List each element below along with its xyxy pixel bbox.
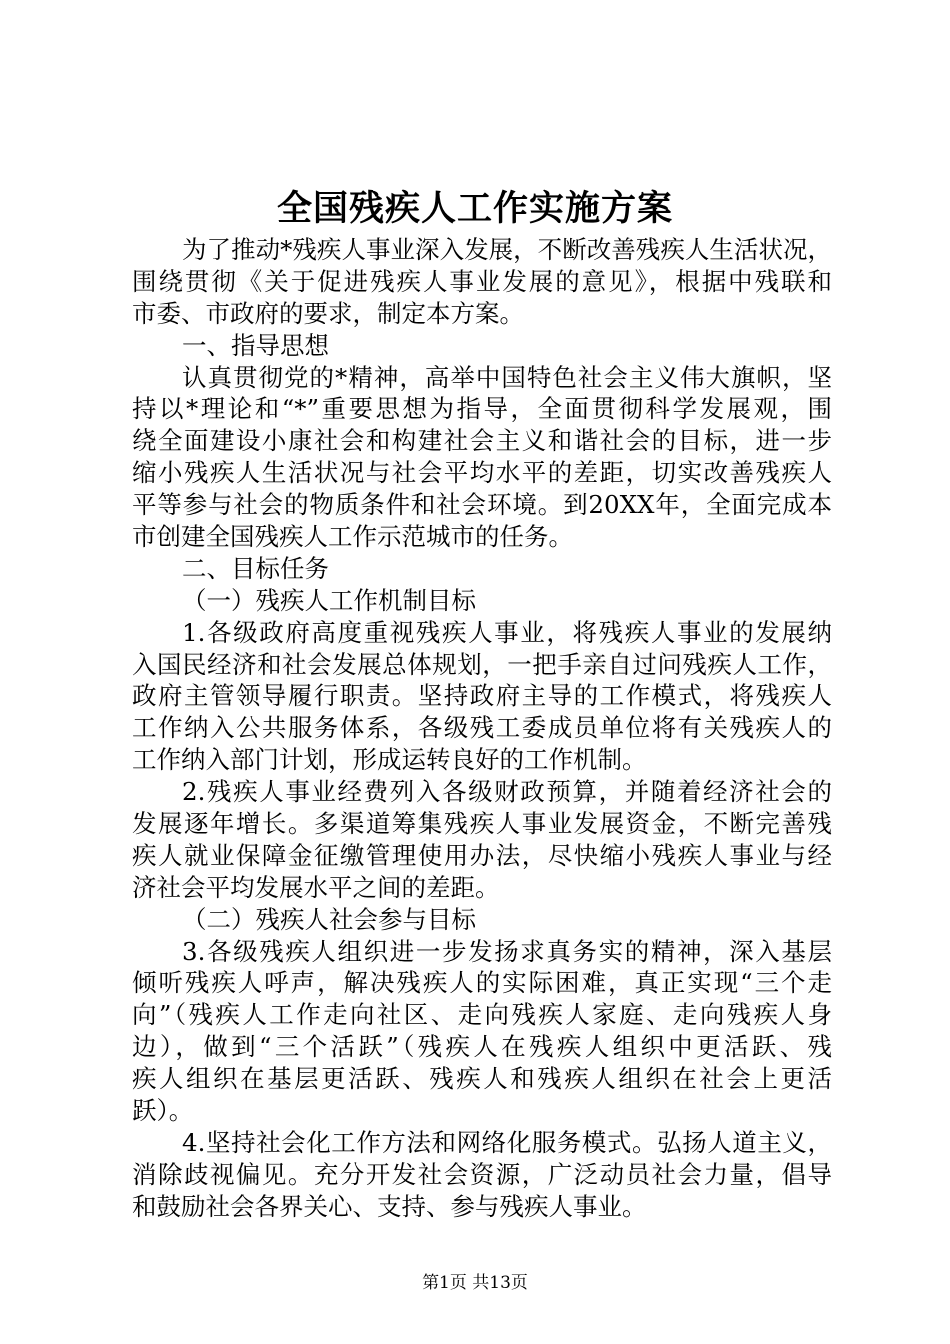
body-line: 倾听残疾人呼声，解决残疾人的实际困难，真正实现“三个走 (132, 968, 832, 998)
body-line: （一）残疾人工作机制目标 (182, 585, 476, 615)
body-line: 政府主管领导履行职责。坚持政府主导的工作模式，将残疾人 (132, 681, 832, 711)
body-line: 1.各级政府高度重视残疾人事业，将残疾人事业的发展纳 (182, 617, 832, 647)
body-line: 边），做到“三个活跃”（残疾人在残疾人组织中更活跃、残 (132, 1032, 832, 1062)
body-line: 平等参与社会的物质条件和社会环境。到20XX年，全面完成本 (132, 490, 832, 520)
body-line: 二、目标任务 (182, 553, 329, 583)
page-footer: 第1页 共13页 (422, 1273, 528, 1293)
body-line: 绕全面建设小康社会和构建社会主义和谐社会的目标，进一步 (132, 426, 832, 456)
body-line: 疾人就业保障金征缴管理使用办法，尽快缩小残疾人事业与经 (132, 840, 832, 870)
body-line: 市创建全国残疾人工作示范城市的任务。 (132, 522, 573, 552)
body-line: 2.残疾人事业经费列入各级财政预算，并随着经济社会的 (182, 777, 832, 807)
document-title: 全国残疾人工作实施方案 (276, 188, 673, 229)
body-line: 消除歧视偏见。充分开发社会资源，广泛动员社会力量，倡导 (132, 1159, 832, 1189)
body-line: 工作纳入公共服务体系，各级残工委成员单位将有关残疾人的 (132, 713, 832, 743)
body-line: 一、指导思想 (182, 330, 329, 360)
body-line: 和鼓励社会各界关心、支持、参与残疾人事业。 (132, 1191, 647, 1221)
body-line: 围绕贯彻《关于促进残疾人事业发展的意见》，根据中残联和 (132, 266, 832, 296)
document-body (132, 234, 832, 1223)
body-line: 济社会平均发展水平之间的差距。 (132, 872, 500, 902)
body-line: 4.坚持社会化工作方法和网络化服务模式。弘扬人道主义， (182, 1127, 832, 1157)
body-line: 为了推动*残疾人事业深入发展，不断改善残疾人生活状况， (182, 235, 832, 264)
body-line: 向”（残疾人工作走向社区、走向残疾人家庭、走向残疾人身 (132, 1000, 832, 1030)
body-line: 疾人组织在基层更活跃、残疾人和残疾人组织在社会上更活 (132, 1064, 832, 1094)
body-line: （二）残疾人社会参与目标 (182, 904, 476, 934)
body-line: 入国民经济和社会发展总体规划，一把手亲自过问残疾人工作， (132, 649, 832, 679)
body-line: 认真贯彻党的*精神，高举中国特色社会主义伟大旗帜，坚 (182, 362, 832, 392)
body-line: 3.各级残疾人组织进一步发扬求真务实的精神，深入基层 (182, 936, 832, 966)
body-line: 持以*理论和“*”重要思想为指导，全面贯彻科学发展观，围 (132, 394, 832, 424)
body-line: 发展逐年增长。多渠道筹集残疾人事业发展资金，不断完善残 (132, 809, 832, 839)
body-line: 市委、市政府的要求，制定本方案。 (132, 298, 524, 328)
body-line: 工作纳入部门计划，形成运转良好的工作机制。 (132, 745, 647, 775)
body-line: 缩小残疾人生活状况与社会平均水平的差距，切实改善残疾人 (132, 458, 832, 488)
body-line: 跃）。 (132, 1096, 194, 1126)
